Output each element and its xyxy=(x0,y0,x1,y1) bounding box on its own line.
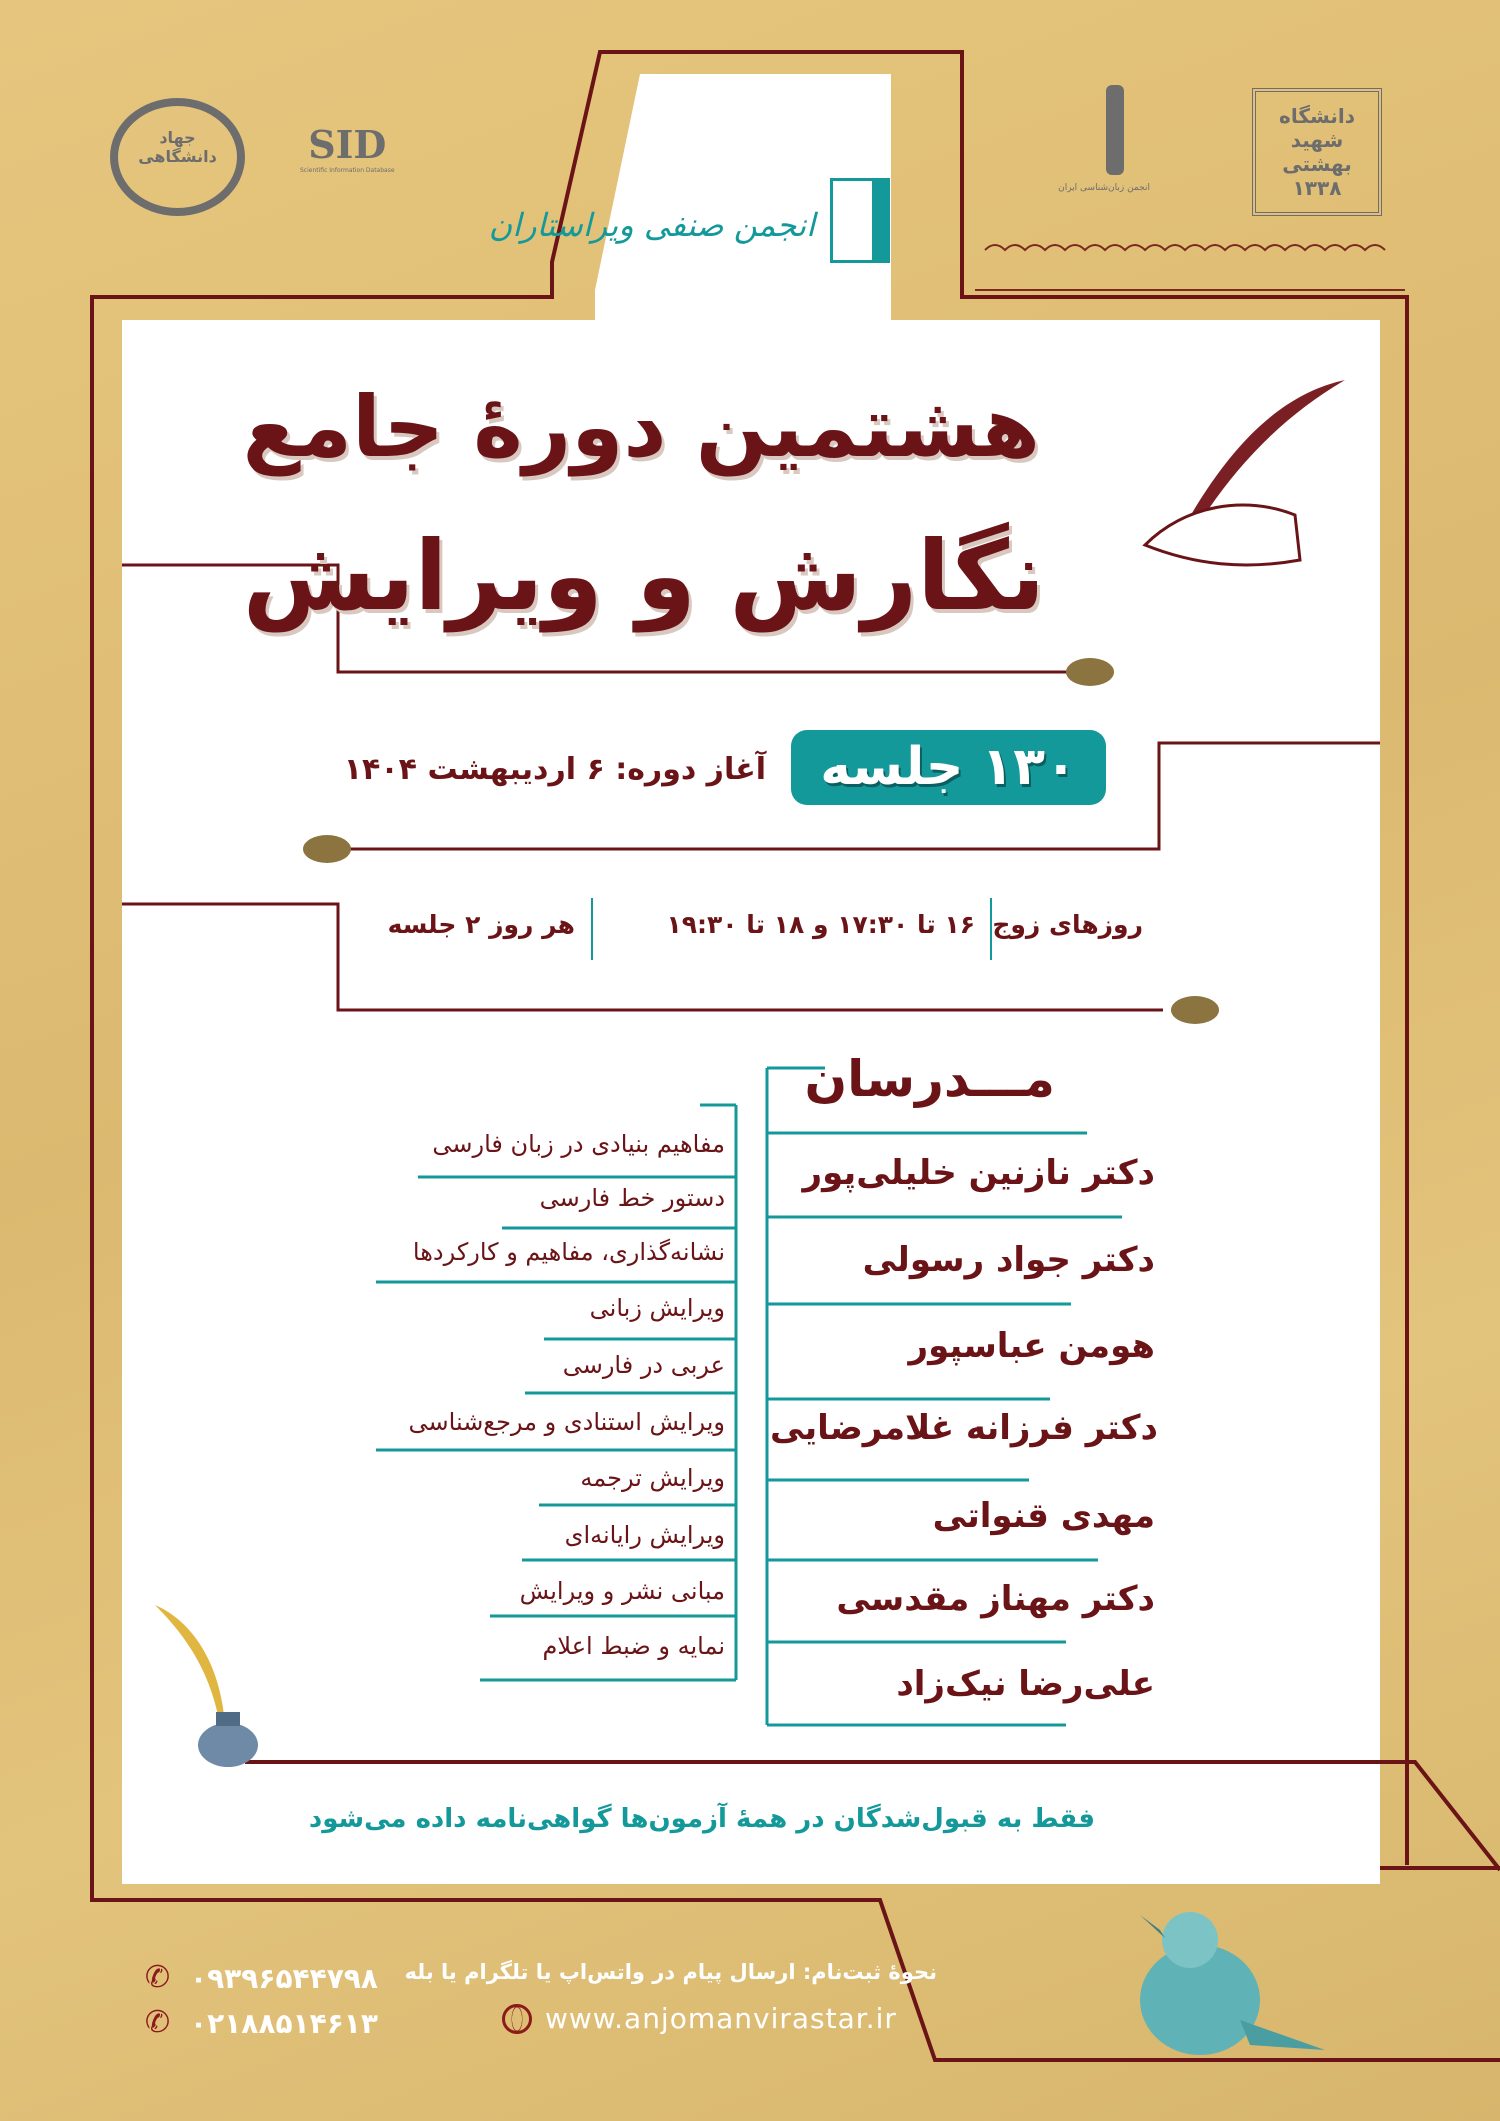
website-link[interactable]: www.anjomanvirastar.ir xyxy=(545,2002,897,2035)
teacher-name: دکتر جواد رسولی xyxy=(862,1240,1155,1280)
registration-info: نحوهٔ ثبت‌نام: ارسال پیام در واتس‌اپ یا تلگرام یا بله xyxy=(404,1960,937,1984)
topic-item: مفاهیم بنیادی در زبان فارسی xyxy=(432,1130,725,1158)
teacher-name: دکتر نازنین خلیلی‌پور xyxy=(802,1153,1155,1193)
linguistics-logo: انجمن زبان‌شناسی ایران xyxy=(1080,85,1150,220)
teacher-name: هومن عباسپور xyxy=(908,1326,1155,1366)
bird-illustration xyxy=(1120,1900,1330,2070)
sid-logo: SID Scientific Information Database xyxy=(300,122,395,174)
topic-item: ویرایش رایانه‌ای xyxy=(564,1521,725,1549)
teacher-name: علی‌رضا نیک‌زاد xyxy=(896,1664,1155,1704)
sessions-badge: ۱۳۰ جلسه xyxy=(791,730,1106,805)
jahad-logo: جهاد دانشگاهی xyxy=(110,98,245,216)
teacher-name: دکتر فرزانه غلامرضایی xyxy=(770,1408,1158,1448)
quill-hand-icon xyxy=(1125,375,1355,595)
anjoman-logo: انجمن صنفی ویراستاران xyxy=(490,178,890,268)
topic-item: نشانه‌گذاری، مفاهیم و کارکردها xyxy=(412,1238,725,1266)
topic-item: ویرایش زبانی xyxy=(589,1294,725,1322)
title-line-2: نگارش و ویرایش xyxy=(242,520,1045,632)
topic-item: ویرایش ترجمه xyxy=(580,1464,725,1492)
beheshti-logo: دانشگاه شهید بهشتی ۱۳۳۸ xyxy=(1252,88,1382,216)
schedule-per-day: هر روز ۲ جلسه xyxy=(387,910,575,939)
phone-icon: ✆ xyxy=(145,2005,171,2040)
separator xyxy=(990,898,992,960)
topic-item: مبانی نشر و ویرایش xyxy=(519,1577,725,1605)
inkwell-quill-icon xyxy=(150,1600,260,1770)
certificate-note: فقط به قبول‌شدگان در همهٔ آزمون‌ها گواهی‌نامه داده می‌شود xyxy=(308,1804,1095,1834)
phone-number[interactable]: ۰۹۳۹۶۵۴۴۷۹۸ xyxy=(190,1962,378,1995)
teachers-heading: مـــدرسان xyxy=(804,1050,1055,1108)
schedule-times: ۱۶ تا ۱۷:۳۰ و ۱۸ تا ۱۹:۳۰ xyxy=(666,910,975,939)
topic-item: نمایه و ضبط اعلام xyxy=(542,1632,725,1660)
anjoman-emblem xyxy=(830,178,890,263)
topic-item: دستور خط فارسی xyxy=(539,1184,725,1212)
title-line-1: هشتمین دورهٔ جامع xyxy=(242,378,1040,476)
schedule-days: روزهای زوج xyxy=(992,910,1143,939)
topic-item: عربی در فارسی xyxy=(562,1351,725,1379)
separator xyxy=(591,898,593,960)
teacher-name: دکتر مهناز مقدسی xyxy=(836,1579,1155,1619)
globe-icon xyxy=(502,2004,532,2034)
phone-icon: ✆ xyxy=(145,1960,171,1995)
topic-item: ویرایش استنادی و مرجع‌شناسی xyxy=(408,1408,725,1436)
teacher-name: مهدی قنواتی xyxy=(932,1496,1155,1536)
phone-number[interactable]: ۰۲۱۸۸۵۱۴۶۱۳ xyxy=(190,2007,378,2040)
course-start: آغاز دوره: ۶ اردیبهشت ۱۴۰۴ xyxy=(343,752,766,787)
